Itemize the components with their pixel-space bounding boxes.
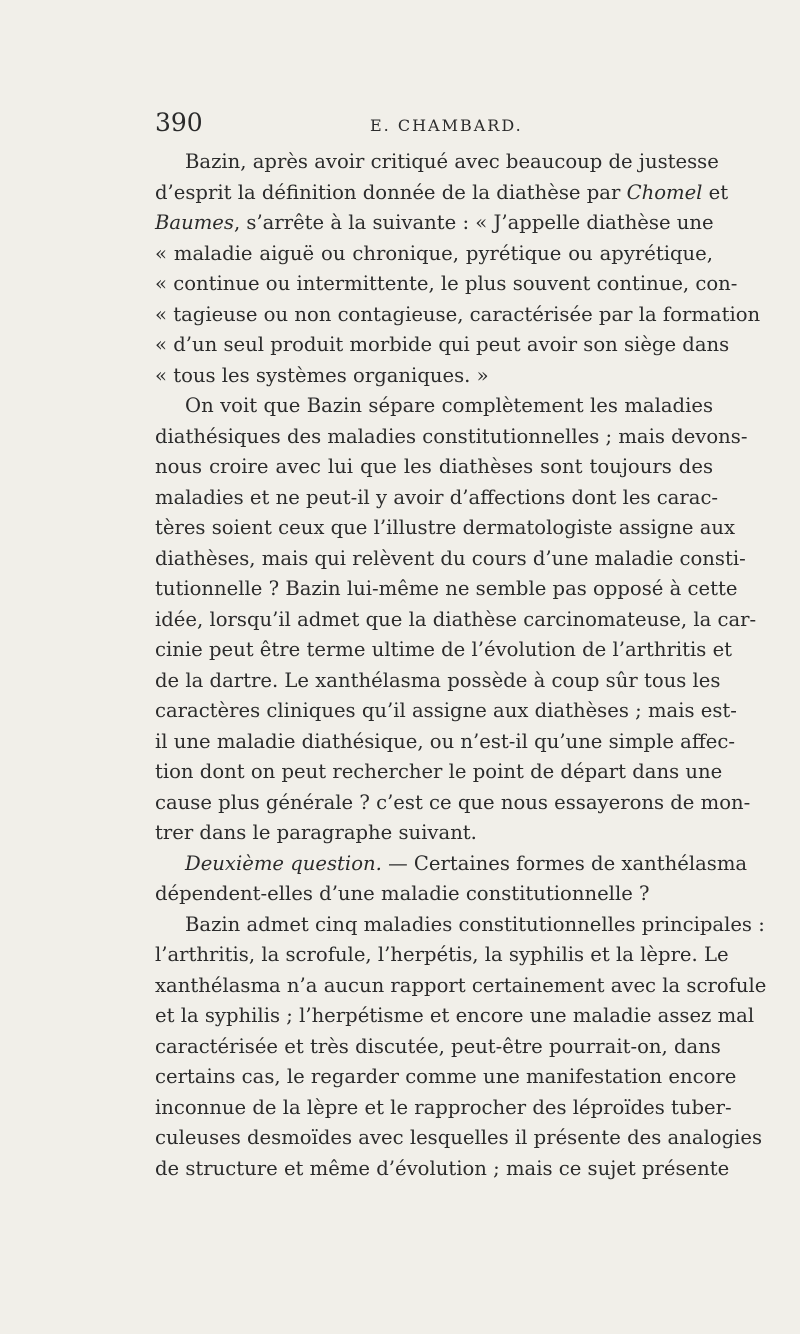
text-line-chomel (155, 178, 729, 209)
text-line: de structure et même d’évolution ; mais ce sujet présente (155, 1156, 730, 1180)
text-line: cinie peut être terme ultime de l’évolution de l’arthritis et (155, 638, 733, 661)
text-line: il une maladie diathésique, ou n’est-il qu’une simple affec- (155, 729, 735, 753)
text-line: diathésiques des maladies constitutionnelles ; mais devons- (155, 424, 748, 448)
text-line: nous croire avec lui que les diathèses sont toujours des (155, 455, 713, 478)
text-line: inconnue de la lèpre et le rapprocher des léproïdes tuber- (155, 1095, 732, 1119)
text-line: idée, lorsqu’il admet que la diathèse carcinomateuse, la car- (155, 607, 757, 631)
text-line: « continue ou intermittente, le plus souvent continue, con- (155, 272, 738, 295)
text-line: « tous les systèmes organiques. » (155, 363, 489, 387)
text-line: l’arthritis, la scrofule, l’herpétis, la syphilis et la lèpre. Le (155, 943, 729, 966)
text-line: dépendent-elles d’une maladie constitutionnelle ? (155, 882, 650, 905)
text-line-baumes (155, 208, 713, 239)
body-text (155, 147, 767, 1184)
page-header (155, 108, 715, 148)
text-line-question (155, 849, 748, 880)
text-line: xanthélasma n’a aucun rapport certainement avec la scrofule (155, 973, 767, 997)
text-line: « tagieuse ou non contagieuse, caractérisée par la formation (155, 302, 761, 326)
text-line: tion dont on peut rechercher le point de départ dans une (155, 760, 723, 783)
text-line: cause plus générale ? c’est ce que nous essayerons de mon- (155, 790, 751, 814)
text-span: Deuxième question. — Certaines formes de xanthélasma (185, 851, 748, 875)
text-line: On voit que Bazin sépare complètement les maladies (185, 394, 713, 417)
text-line: culeuses desmoïdes avec lesquelles il présente des analogies (155, 1126, 763, 1149)
text-line: tères soient ceux que l’illustre dermatologiste assigne aux (155, 516, 736, 539)
text-line: maladies et ne peut-il y avoir d’affections dont les carac- (155, 485, 719, 509)
page-number: 390 (155, 108, 203, 137)
text-line: « maladie aiguë ou chronique, pyrétique ou apyrétique, (155, 241, 713, 265)
text-line: et la syphilis ; l’herpétisme et encore une maladie assez mal (155, 1004, 755, 1027)
text-line: caractérisée et très discutée, peut-être pourrait-on, dans (155, 1034, 721, 1058)
text-line: caractères cliniques qu’il assigne aux diathèses ; mais est- (155, 699, 737, 722)
text-line: trer dans le paragraphe suivant. (155, 821, 477, 844)
text-span: d’esprit la définition donnée de la diathèse par Chomel et (155, 180, 729, 204)
text-line: « d’un seul produit morbide qui peut avoir son siège dans (155, 333, 730, 356)
text-line: diathèses, mais qui relèvent du cours d’une maladie consti- (155, 546, 746, 570)
text-line: certains cas, le regarder comme une manifestation encore (155, 1065, 737, 1088)
text-line: de la dartre. Le xanthélasma possède à coup sûr tous les (155, 668, 721, 692)
text-line: Bazin, après avoir critiqué avec beaucoup de justesse (185, 150, 719, 173)
text-line: tutionnelle ? Bazin lui-même ne semble pas opposé à cette (155, 577, 738, 600)
running-head: E. CHAMBARD. (370, 116, 523, 135)
text-span: Baumes, s’arrête à la suivante : « J’appelle diathèse une (155, 211, 714, 234)
text-line: Bazin admet cinq maladies constitutionnelles principales : (185, 912, 765, 936)
